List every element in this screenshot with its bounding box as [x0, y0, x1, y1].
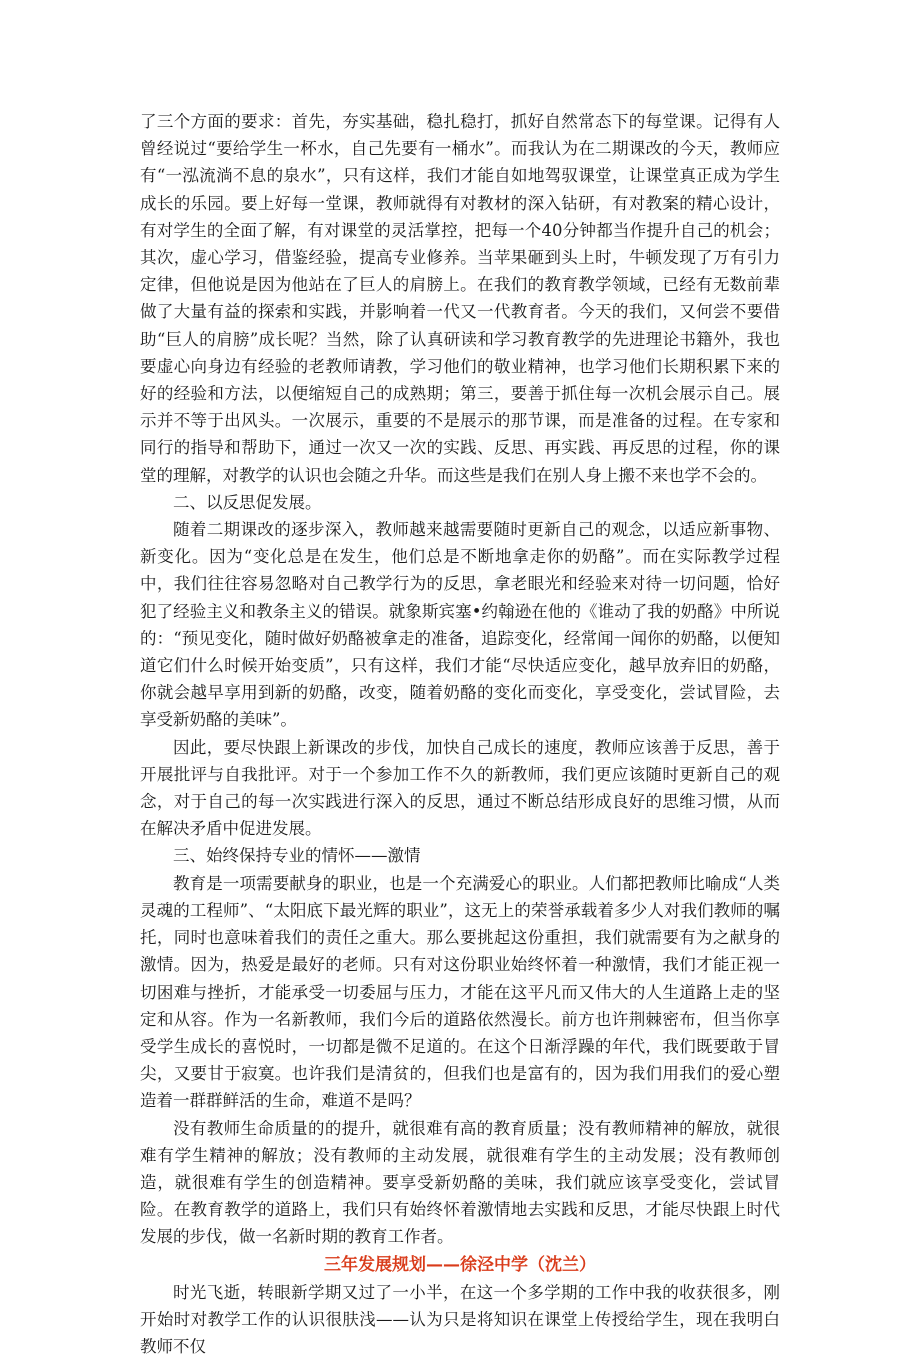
paragraph-reflection-2: 因此，要尽快跟上新课改的步伐，加快自己成长的速度，教师应该善于反思，善于开展批评与自我批评。对于一个参加工作不久的新教师，我们更应该随时更新自己的观念，对于自己的每一次实践进行深入的反思，通过不断总结形成良好的思维习惯，从而在解决矛盾中促进发展。 — [140, 737, 780, 839]
heading-reflection: 二、以反思促发展。 — [173, 492, 322, 512]
paragraph-passion: 教育是一项需要献身的职业，也是一个充满爱心的职业。人们都把教师比喻成“人类灵魂的工程师”、“太阳底下最光辉的职业”，这无上的荣誉承载着多少人对我们教师的嘱托，同时也意味着我们的责任之重大。那么要挑起这份重担，我们就需要有为之献身的激情。因为，热爱是最好的老师。只有对这份职业始终怀着一种激情，我们才能正视一切困难与挫折，才能承受一切委屈与压力，才能在这平凡而又伟大的人生道路上走的坚定和从容。作为一名新教师，我们今后的道路依然漫长。前方也许荆棘密布，但当你享受学生成长的喜悦时，一切都是微不足道的。在这个日渐浮躁的年代，我们既要敢于冒尖，又要甘于寂寞。也许我们是清贫的，但我们也是富有的，因为我们用我们的爱心塑造着一群群鲜活的生命，难道不是吗？ — [140, 873, 780, 1111]
section-title: 三年发展规划——徐泾中学（沈兰） — [324, 1254, 596, 1275]
heading-passion: 三、始终保持专业的情怀——激情 — [173, 846, 421, 866]
paragraph-requirements: 了三个方面的要求：首先，夯实基础，稳扎稳打，抓好自然常态下的每堂课。记得有人曾经说过“要给学生一杯水，自己先要有一桶水”。而我认为在二期课改的今天，教师应有“一泓流淌不息的泉水”，只有这样，我们才能自如地驾驭课堂，让课堂真正成为学生成长的乐园。要上好每一堂课，教师就得有对教材的深入钻研，有对教案的精心设计，有对学生的全面了解，有对课堂的灵活掌控，把每一个40分钟都当作提升自己的机会；其次，虚心学习，借鉴经验，提高专业修养。当苹果砸到头上时，牛顿发现了万有引力定律，但他说是因为他站在了巨人的肩膀上。在我们的教育教学领域，已经有无数前辈做了大量有益的探索和实践，并影响着一代又一代教育者。今天的我们，又何尝不要借助“巨人的肩膀”成长呢？当然，除了认真研读和学习教育教学的先进理论书籍外，我也要虚心向身边有经验的老教师请教，学习他们的敬业精神，也学习他们长期积累下来的好的经验和方法，以便缩短自己的成熟期；第三，要善于抓住每一次机会展示自己。展示并不等于出风头。一次展示，重要的不是展示的那节课，而是准备的过程。在专家和同行的指导和帮助下，通过一次又一次的实践、反思、再实践、再反思的过程，你的课堂的理解，对教学的认识也会随之升华。而这些是我们在别人身上搬不来也学不会的。 — [140, 112, 780, 485]
paragraph-plan-intro: 时光飞逝，转眼新学期又过了一小半，在这一个多学期的工作中我的收获很多，刚开始时对教学工作的认识很肤浅——认为只是将知识在课堂上传授给学生，现在我明白教师不仅 — [140, 1282, 780, 1356]
paragraph-conclusion: 没有教师生命质量的的提升，就很难有高的教育质量；没有教师精神的解放，就很难有学生精神的解放；没有教师的主动发展，就很难有学生的主动发展；没有教师创造，就很难有学生的创造精神。要享受新奶酪的美味，我们就应该享受变化，尝试冒险。在教育教学的道路上，我们只有始终怀着激情地去实践和反思，才能尽快跟上时代发展的步伐，做一名新时期的教育工作者。 — [140, 1118, 780, 1247]
document-body — [140, 108, 780, 1360]
paragraph-reflection-1: 随着二期课改的逐步深入，教师越来越需要随时更新自己的观念，以适应新事物、新变化。因为“变化总是在发生，他们总是不断地拿走你的奶酪”。而在实际教学过程中，我们往往容易忽略对自己教学行为的反思，拿老眼光和经验来对待一切问题，恰好犯了经验主义和教条主义的错误。就象斯宾塞•约翰逊在他的《谁动了我的奶酪》中所说的：“预见变化，随时做好奶酪被拿走的准备，追踪变化，经常闻一闻你的奶酪，以便知道它们什么时候开始变质”，只有这样，我们才能“尽快适应变化，越早放弃旧的奶酪，你就会越早享用到新的奶酪，改变，随着奶酪的变化而变化，享受变化，尝试冒险，去享受新奶酪的美味”。 — [140, 520, 780, 730]
